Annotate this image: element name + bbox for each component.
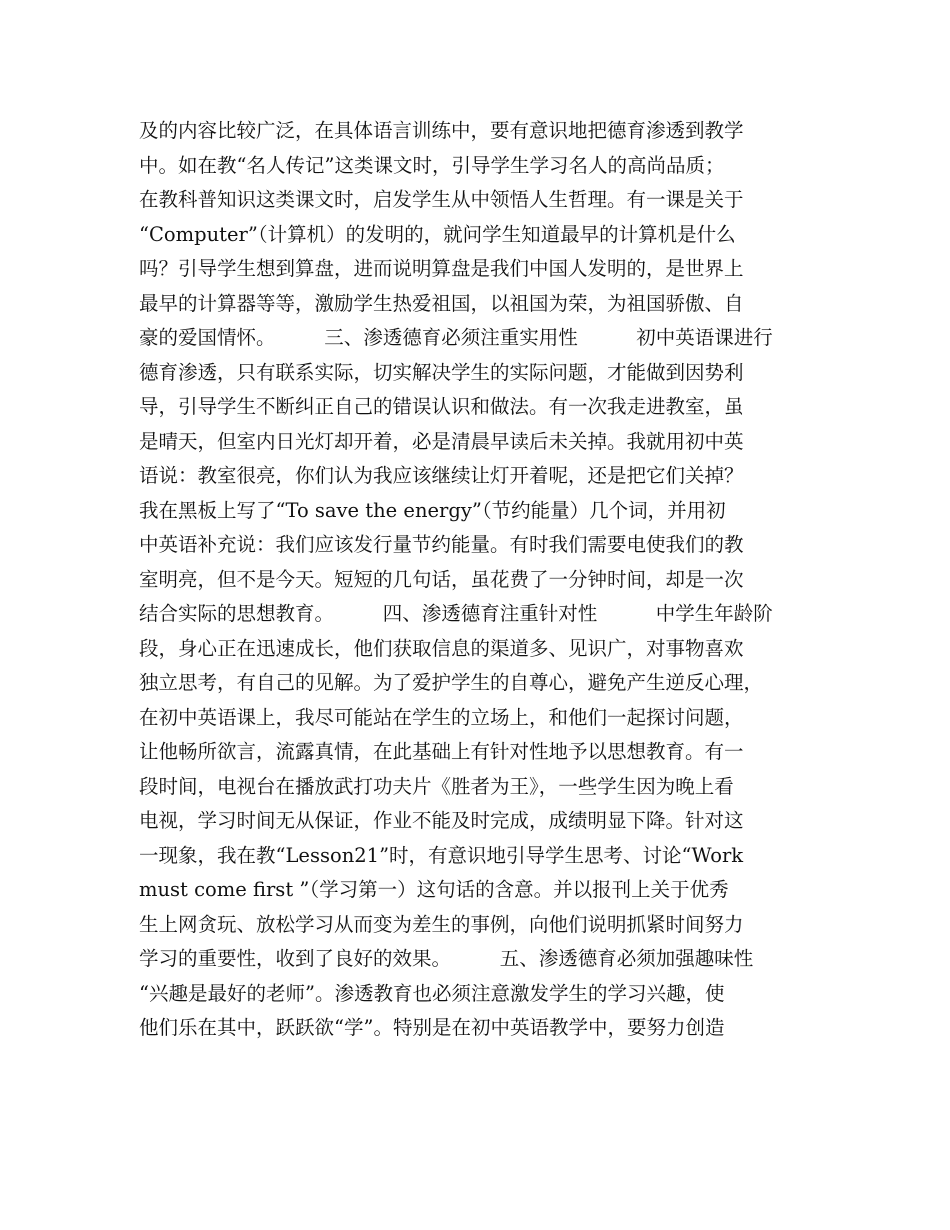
text-line: 段，身心正在迅速成长，他们获取信息的渠道多、见识广，对事物喜欢 — [139, 636, 744, 660]
text-line: “兴趣是最好的老师”。渗透教育也必须注意激发学生的学习兴趣，使 — [139, 981, 725, 1005]
text-line: 他们乐在其中，跃跃欲“学”。特别是在初中英语教学中，要努力创造 — [139, 1016, 725, 1039]
text-line: 生上网贪玩、放松学习从而变为差生的事例，向他们说明抓紧时间努力 — [139, 912, 744, 936]
text-line: 豪的爱国情怀。 三、渗透德育必须注重实用性 初中英语课进行 — [139, 326, 773, 349]
text-line: 在教科普知识这类课文时，启发学生从中领悟人生哲理。有一课是关于 — [139, 188, 744, 211]
text-line: 让他畅所欲言，流露真情，在此基础上有针对性地予以思想教育。有一 — [139, 740, 744, 763]
text-line: 电视，学习时间无从保证，作业不能及时完成，成绩明显下降。针对这 — [139, 809, 744, 832]
text-line: “Computer”（计算机）的发明的，就问学生知道最早的计算机是什么 — [139, 222, 736, 246]
text-line: 吗？引导学生想到算盘，进而说明算盘是我们中国人发明的，是世界上 — [139, 257, 744, 280]
text-line: 学习的重要性，收到了良好的效果。 五、渗透德育必须加强趣味性 — [139, 947, 754, 970]
text-line: 及的内容比较广泛，在具体语言训练中，要有意识地把德育渗透到教学 — [139, 119, 744, 142]
text-line: 中。如在教“名人传记”这类课文时，引导学生学习名人的高尚品质； — [139, 153, 725, 177]
text-line: 我在黑板上写了“To save the energy”（节约能量）几个词，并用初 — [139, 498, 726, 522]
text-line: 段时间，电视台在播放武打功夫片《胜者为王》，一些学生因为晚上看 — [139, 774, 734, 798]
text-line: 结合实际的思想教育。 四、渗透德育注重针对性 中学生年龄阶 — [139, 602, 773, 625]
text-line: 导，引导学生不断纠正自己的错误认识和做法。有一次我走进教室，虽 — [139, 395, 744, 418]
text-line: 中英语补充说：我们应该发行量节约能量。有时我们需要电使我们的教 — [139, 533, 744, 556]
body-text — [139, 114, 829, 1046]
text-line: 一现象，我在教“Lesson21”时，有意识地引导学生思考、讨论“Work — [139, 843, 744, 867]
text-line: 德育渗透，只有联系实际，切实解决学生的实际问题，才能做到因势利 — [139, 360, 744, 384]
text-line: 最早的计算器等等，激励学生热爱祖国，以祖国为荣，为祖国骄傲、自 — [139, 291, 744, 315]
text-line: 室明亮，但不是今天。短短的几句话，虽花费了一分钟时间，却是一次 — [139, 567, 744, 591]
text-line: 是晴天，但室内日光灯却开着，必是清晨早读后未关掉。我就用初中英 — [139, 429, 744, 453]
text-line: 在初中英语课上，我尽可能站在学生的立场上，和他们一起探讨问题， — [139, 705, 744, 729]
text-line: 独立思考，有自己的见解。为了爱护学生的自尊心，避免产生逆反心理， — [139, 671, 764, 694]
text-line: 语说：教室很亮，你们认为我应该继续让灯开着呢，还是把它们关掉？ — [139, 464, 744, 487]
text-line: must come first ”（学习第一）这句话的含意。并以报刊上关于优秀 — [139, 878, 729, 901]
